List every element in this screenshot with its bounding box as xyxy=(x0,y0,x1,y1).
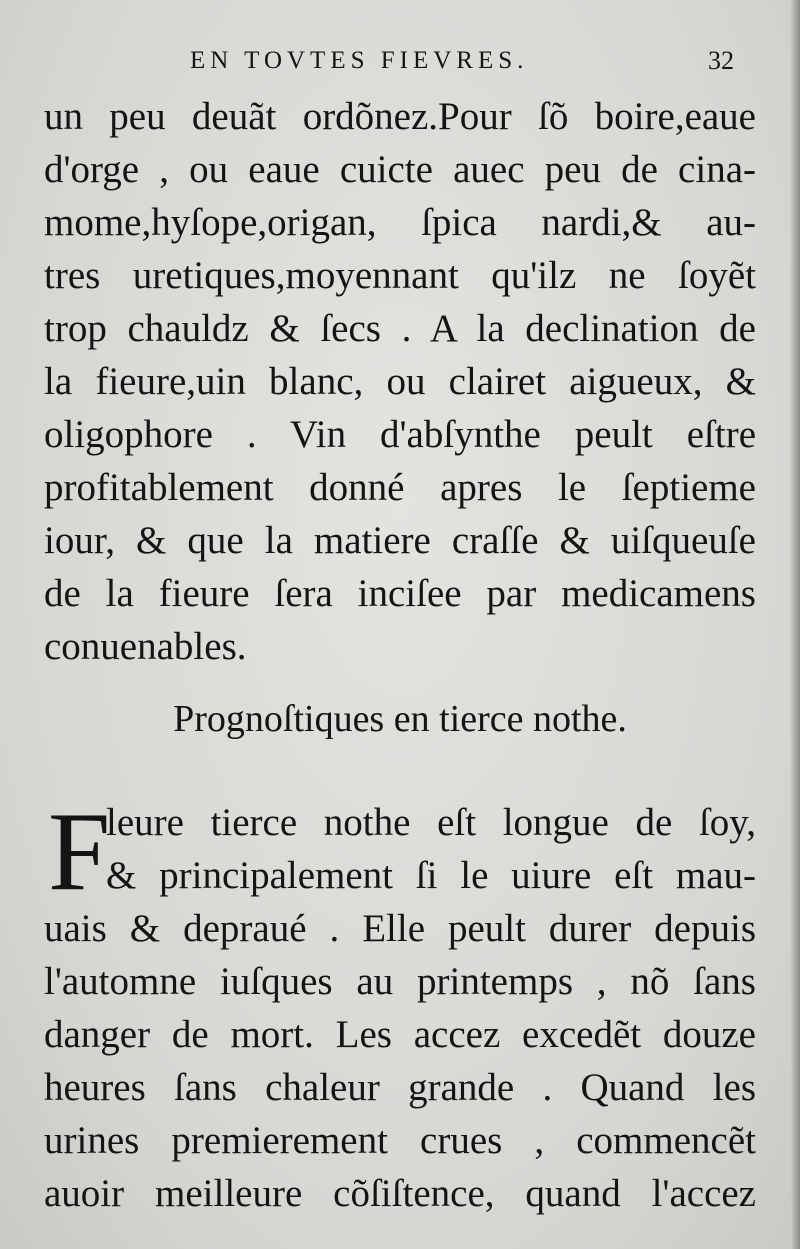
text-line: oligophore . Vin d'abſynthe peult eſtre xyxy=(44,413,756,456)
text-line: & principalement ſi le uiure eſt mau- xyxy=(106,854,756,897)
text-line: mome,hyſope,origan, ſpica nardi,& au- xyxy=(44,201,756,244)
text-line: urines premierement crues , commencẽt xyxy=(44,1119,756,1162)
page-edge-shadow xyxy=(790,0,800,1249)
text-line: la fieure,uin blanc, ou clairet aigueux, & xyxy=(44,360,756,403)
text-line: d'orge , ou eaue cuicte auec peu de cina- xyxy=(44,148,756,191)
text-line: auoir meilleure cõſiſtence, quand l'accez xyxy=(44,1172,756,1215)
text-line: uais & depraué . Elle peult durer depuis xyxy=(44,907,756,950)
running-head-title: EN TOVTES FIEVRES. xyxy=(190,47,529,74)
text-line: tres uretiques,moyennant qu'ilz ne ſoyẽt xyxy=(44,254,756,297)
text-line-last: conuenables. xyxy=(44,625,247,668)
paragraph-2 xyxy=(44,790,756,1220)
drop-cap-initial: F xyxy=(48,790,111,914)
text-line: trop chauldz & ſecs . A la declination de xyxy=(44,307,756,350)
text-line: iour, & que la matiere craſſe & uiſqueuſe xyxy=(44,519,756,562)
text-line: danger de mort. Les accez excedẽt douze xyxy=(44,1013,756,1056)
page-number: 32 xyxy=(708,46,734,75)
text-line: heures ſans chaleur grande . Quand les xyxy=(44,1066,756,1109)
text-line: profitablement donné apres le ſeptieme xyxy=(44,466,756,509)
text-line: leure tierce nothe eſt longue de ſoy, xyxy=(106,801,756,844)
text-line: un peu deuãt ordõnez.Pour ſõ boire,eaue xyxy=(44,95,756,138)
section-heading: Prognoſtiques en tierce nothe. xyxy=(173,698,627,740)
running-head xyxy=(0,44,800,78)
text-line: de la fieure ſera inciſee par medicamens xyxy=(44,572,756,615)
text-line: l'automne iuſques au printemps , nõ ſans xyxy=(44,960,756,1003)
paragraph-1 xyxy=(44,90,756,673)
